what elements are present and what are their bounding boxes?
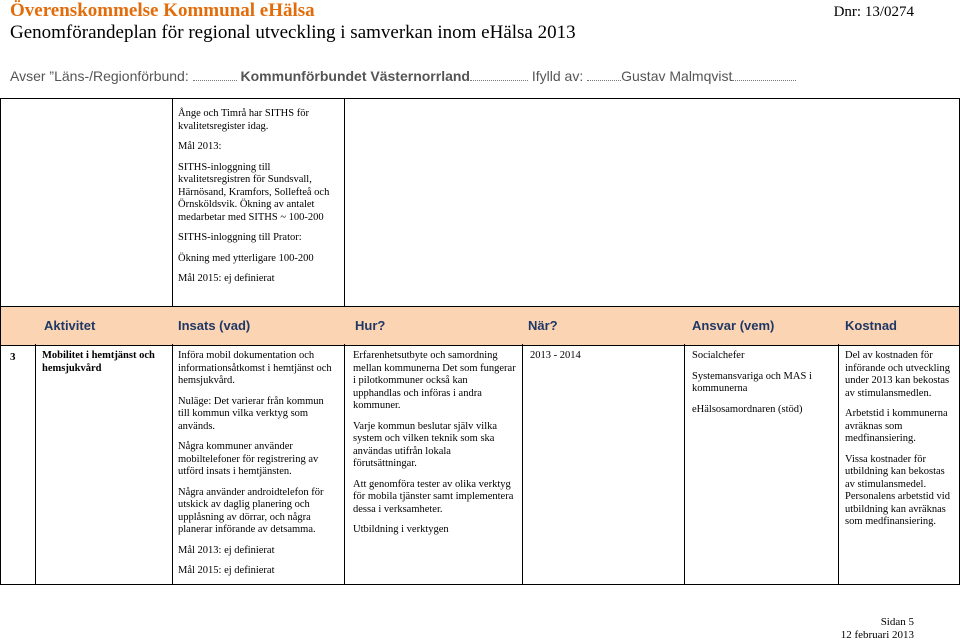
document-number: Dnr: 13/0274 bbox=[833, 4, 914, 20]
table-border bbox=[172, 344, 173, 584]
col-nar: När? bbox=[528, 318, 558, 333]
cell-aktivitet: Mobilitet i hemtjänst och hemsjukvård bbox=[42, 350, 155, 374]
table-border bbox=[0, 584, 960, 585]
dots bbox=[587, 80, 621, 81]
cell-text: Del av kostnaden för införande och utveckling under 2013 kan bekostas av stimulansmedlen. bbox=[845, 350, 950, 399]
cell-text: Ökning med ytterligare 100-200 bbox=[178, 252, 314, 264]
cell-text: Att genomföra tester av olika verktyg för mobila tjänster samt implementera dessa i verksamheter. bbox=[353, 478, 514, 515]
col-hur: Hur? bbox=[355, 318, 386, 333]
col-kostnad: Kostnad bbox=[845, 318, 897, 333]
cell-text: Vissa kostnader för utbildning kan bekostas av stimulansmedel. Personalens arbetstid vid utbildning kan avräknas som medfinansiering. bbox=[845, 453, 950, 527]
document-title: Genomförandeplan för regional utveckling i samverkan inom eHälsa 2013 bbox=[10, 22, 576, 43]
cell-text: eHälsosamordnaren (stöd) bbox=[692, 403, 803, 415]
avser-label: Avser ”Läns-/Regionförbund: bbox=[10, 68, 189, 84]
ifylld-label: Ifylld av: bbox=[531, 68, 584, 84]
cell-text: Varje kommun beslutar själv vilka system och vilken teknik som ska användas utifrån lokala förutsättningar. bbox=[353, 420, 498, 469]
table-border bbox=[684, 344, 685, 584]
dots bbox=[193, 80, 237, 81]
cell-text: Några kommuner använder mobiltelefoner för registrering av utförd insats i hemtjänsten. bbox=[178, 441, 319, 477]
table-border bbox=[344, 344, 345, 584]
cell-text: Ånge och Timrå har SITHS för kvalitetsregister idag. bbox=[178, 108, 309, 132]
previous-row-cell bbox=[178, 108, 340, 294]
dots bbox=[732, 80, 796, 81]
cell-nar: 2013 - 2014 bbox=[530, 350, 581, 361]
cell-text: SITHS-inloggning till Prator: bbox=[178, 232, 302, 243]
table-border bbox=[344, 98, 345, 306]
cell-text: Systemansvariga och MAS i kommunerna bbox=[692, 370, 812, 394]
org-title: Överenskommelse Kommunal eHälsa bbox=[10, 0, 315, 21]
col-ansvar: Ansvar (vem) bbox=[692, 318, 775, 333]
table-border bbox=[0, 98, 1, 306]
col-insats: Insats (vad) bbox=[178, 318, 251, 333]
table-border bbox=[838, 344, 839, 584]
row-number: 3 bbox=[10, 351, 16, 363]
table-border bbox=[0, 98, 960, 99]
dots bbox=[470, 80, 528, 81]
cell-ansvar bbox=[692, 350, 832, 424]
cell-text: Nuläge: Det varierar från kommun till kommun vilka verktyg som används. bbox=[178, 395, 324, 432]
cell-text: Mål 2015: ej definierat bbox=[178, 565, 275, 576]
ifylld-value: Gustav Malmqvist bbox=[621, 68, 733, 84]
cell-insats bbox=[178, 350, 338, 586]
avser-line bbox=[10, 68, 796, 84]
cell-text: Mål 2013: ej definierat bbox=[178, 544, 275, 556]
cell-text: Några använder androidtelefon för utskick av daglig planering och upplåsning av dörrar, och några planerar införande av detsamma. bbox=[178, 486, 324, 535]
cell-text: Mål 2015: ej definierat bbox=[178, 273, 275, 284]
cell-text: Införa mobil dokumentation och informationsåtkomst i hemtjänst och hemsjukvård. bbox=[178, 350, 332, 386]
cell-kostnad bbox=[845, 350, 955, 537]
avser-value: Kommunförbundet Västernorrland bbox=[240, 68, 470, 84]
page-number: Sidan 5 bbox=[880, 616, 914, 628]
cell-text: Utbildning i verktygen bbox=[353, 524, 449, 535]
column-header-row bbox=[0, 306, 960, 346]
table-border bbox=[522, 344, 523, 584]
table-border bbox=[0, 344, 1, 584]
cell-text: SITHS-inloggning till kvalitetsregistren för Sundsvall, Härnösand, Kramfors, Sollefteå och Örnsköldsvik. Ökning av antalet medarbetar med SITHS ~ 100-200 bbox=[178, 161, 330, 223]
page-date: 12 februari 2013 bbox=[840, 629, 914, 641]
table-border bbox=[35, 344, 36, 584]
cell-text: Arbetstid i kommunerna avräknas som medfinansiering. bbox=[845, 408, 948, 444]
cell-text: Socialchefer bbox=[692, 350, 745, 361]
cell-text: Mål 2013: bbox=[178, 141, 222, 152]
cell-hur bbox=[353, 350, 517, 545]
col-aktivitet: Aktivitet bbox=[44, 318, 96, 333]
cell-text: Erfarenhetsutbyte och samordning mellan kommunerna Det som fungerar i pilotkommuner också kan upphandlas och införas i andra kommuner. bbox=[353, 350, 516, 411]
table-border bbox=[172, 98, 173, 306]
